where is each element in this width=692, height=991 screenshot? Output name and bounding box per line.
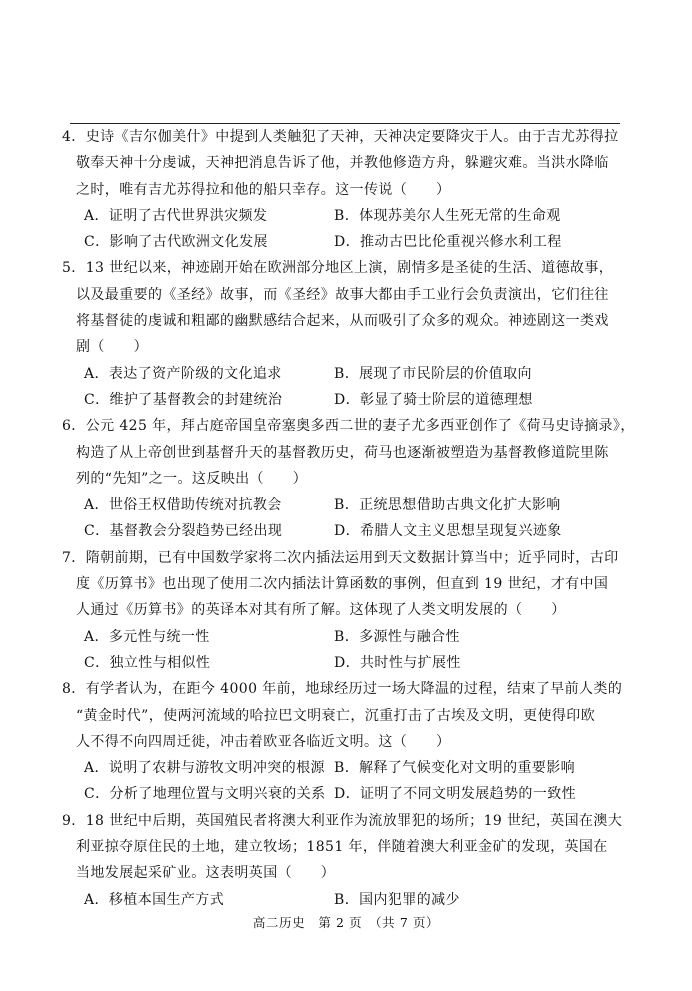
answer-option: C．维护了基督教会的封建统治 xyxy=(84,391,283,408)
answer-option: D．推动古巴比伦重视兴修水利工程 xyxy=(334,234,562,251)
answer-option: B．解释了气候变化对文明的重要影响 xyxy=(334,760,576,777)
question-stem xyxy=(62,808,622,887)
option-row xyxy=(62,624,622,650)
answer-option: C．独立性与相似性 xyxy=(84,654,211,671)
answer-option: B．多源性与融合性 xyxy=(334,628,460,645)
answer-option: A．移植本国生产方式 xyxy=(84,891,225,908)
option-row xyxy=(62,755,622,781)
answer-option: A．证明了古代世界洪灾频发 xyxy=(84,207,268,224)
answer-options xyxy=(62,361,622,414)
option-row xyxy=(62,361,622,387)
stem-line: 9．18 世纪中后期，英国殖民者将澳大利亚作为流放罪犯的场所；19 世纪，英国在澳大 xyxy=(62,812,623,829)
answer-option: B．体现苏美尔人生死无常的生命观 xyxy=(334,207,561,224)
option-row xyxy=(62,387,622,413)
stem-line: 剧（ ） xyxy=(76,339,148,356)
stem-line: 构造了从上帝创世到基督升天的基督教历史，荷马也逐渐被塑造为基督教修道院里陈 xyxy=(76,444,609,461)
stem-line: 5．13 世纪以来，神迹剧开始在欧洲部分地区上演，剧情多是圣徒的生活、道德故事， xyxy=(62,260,614,277)
answer-option: B．展现了市民阶层的价值取向 xyxy=(334,365,532,382)
answer-option: C．影响了古代欧洲文化发展 xyxy=(84,234,268,251)
stem-line: 利亚掠夺原住民的土地，建立牧场；1851 年，伴随着澳大利亚金矿的发现，英国在 xyxy=(76,839,608,856)
page-footer: 高二历史 第 2 页 （共 7 页） xyxy=(252,915,440,930)
answer-option: A．多元性与统一性 xyxy=(84,628,210,645)
question-6 xyxy=(62,413,635,544)
option-row xyxy=(62,518,622,544)
answer-options xyxy=(62,492,622,545)
stem-line: 7．隋朝前期，已有中国数学家将二次内插法运用到天文数据计算当中；近乎同时，古印 xyxy=(62,549,619,566)
question-stem xyxy=(62,676,622,755)
option-row xyxy=(62,203,622,229)
answer-options xyxy=(62,887,622,913)
answer-option: B．国内犯罪的减少 xyxy=(334,891,460,908)
option-row xyxy=(62,650,622,676)
answer-option: D．共时性与扩展性 xyxy=(334,654,461,671)
question-5 xyxy=(62,255,622,413)
stem-line: 敬奉天神十分虔诚，天神把消息告诉了他，并教他修造方舟，躲避灾难。当洪水降临 xyxy=(76,155,609,172)
question-stem xyxy=(62,255,622,360)
option-row xyxy=(62,492,622,518)
answer-option: B．正统思想借助古典文化扩大影响 xyxy=(334,497,561,514)
option-row xyxy=(62,781,622,807)
question-4 xyxy=(62,124,622,255)
stem-line: 4．史诗《吉尔伽美什》中提到人类触犯了天神，天神决定要降灾于人。由于吉尤苏得拉 xyxy=(62,129,619,145)
stem-line: 列的“先知”之一。这反映出（ ） xyxy=(76,470,308,487)
stem-line: 度《历算书》也出现了使用二次内插法计算函数的事例，但直到 19 世纪，才有中国 xyxy=(76,576,609,593)
stem-line: 8．有学者认为，在距今 4000 年前，地球经历过一场大降温的过程，结束了早前人类的 xyxy=(62,681,623,698)
answer-options xyxy=(62,755,622,808)
question-7 xyxy=(62,545,622,676)
question-stem xyxy=(62,545,622,624)
stem-line: “黄金时代”，使两河流域的哈拉巴文明衰亡，沉重打击了古埃及文明，更使得印欧 xyxy=(76,707,596,724)
option-row xyxy=(62,887,622,913)
question-8 xyxy=(62,676,622,807)
answer-option: D．希腊人文主义思想呈现复兴迹象 xyxy=(334,523,562,540)
answer-option: C．分析了地理位置与文明兴衰的关系 xyxy=(84,786,326,803)
stem-line: 6．公元 425 年，拜占庭帝国皇帝塞奥多西二世的妻子尤多西亚创作了《荷马史诗摘录》， xyxy=(62,418,635,435)
answer-option: A．世俗王权借助传统对抗教会 xyxy=(84,497,282,514)
question-stem xyxy=(62,413,635,492)
answer-option: D．彰显了骑士阶层的道德理想 xyxy=(334,391,533,408)
question-stem xyxy=(62,124,622,203)
answer-options xyxy=(62,624,622,677)
option-row xyxy=(62,229,622,255)
stem-line: 当地发展起采矿业。这表明英国（ ） xyxy=(76,865,336,882)
answer-option: A．表达了资产阶级的文化追求 xyxy=(84,365,282,382)
question-9 xyxy=(62,808,622,913)
stem-line: 人不得不向四周迁徙，冲击着欧亚各临近文明。这（ ） xyxy=(76,733,451,750)
answer-option: D．证明了不同文明发展趋势的一致性 xyxy=(334,786,577,803)
stem-line: 人通过《历算书》的英译本对其有所了解。这体现了人类文明发展的（ ） xyxy=(76,602,566,619)
stem-line: 以及最重要的《圣经》故事，而《圣经》故事大都由手工业行会负责演出，它们往往 xyxy=(76,286,609,303)
stem-line: 之时，唯有吉尤苏得拉和他的船只幸存。这一传说（ ） xyxy=(76,181,451,198)
answer-options xyxy=(62,203,622,256)
answer-option: C．基督教会分裂趋势已经出现 xyxy=(84,523,283,540)
stem-line: 将基督徒的虔诚和粗鄙的幽默感结合起来，从而吸引了众多的观众。神迹剧这一类戏 xyxy=(76,313,609,330)
answer-option: A．说明了农耕与游牧文明冲突的根源 xyxy=(84,760,325,777)
question-list xyxy=(62,124,635,913)
